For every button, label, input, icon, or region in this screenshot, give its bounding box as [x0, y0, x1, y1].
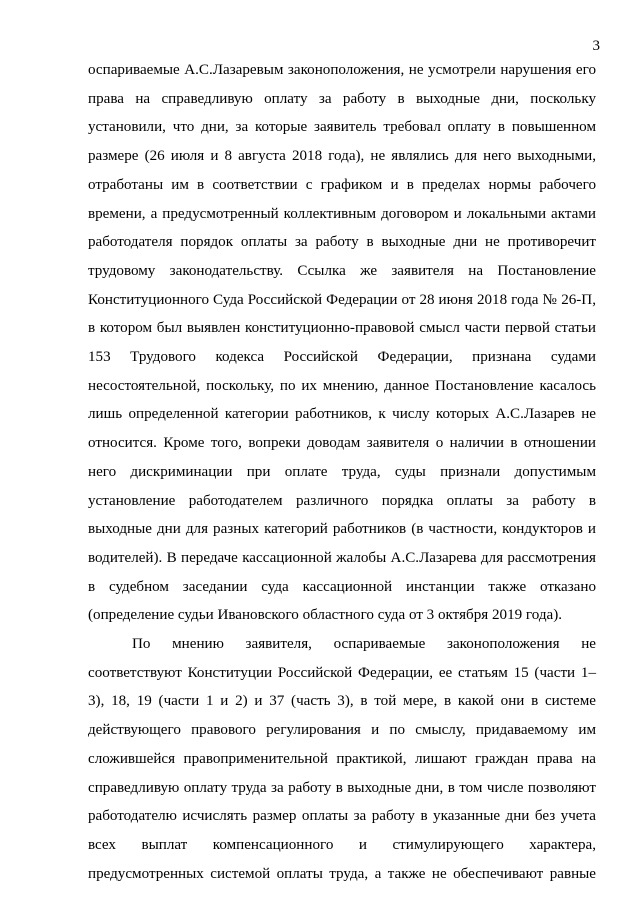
paragraph-2: По мнению заявителя, оспариваемые законоположения не соответствуют Конституции Российской Федерации, ее статьям 15 (части 1–3), 18, 19 (части 1 и 2) и 37 (часть 3), в той мере, в какой они в системе действующего правового регулирования и по смыслу, придаваемому им сложившейся правоприменительной практикой, лишают граждан права на справедливую оплату труда за работу в выходные дни, в том числе позволяют работодателю исчислять размер оплаты за работу в указанные дни без учета всех выплат компенсационного и стимулирующего характера, предусмотренных системой оплаты труда, а также не обеспечивают равные	[88, 636, 596, 882]
paragraph-1: оспариваемые А.С.Лазаревым законоположения, не усмотрели нарушения его права на справедливую оплату за работу в выходные дни, поскольку установили, что дни, за которые заявитель требовал оплату в повышенном размере (26 июля и 8 августа 2018 года), не являлись для него выходными, отработаны им в соответствии с графиком и в пределах нормы рабочего времени, а предусмотренный коллективным договором и локальными актами работодателя порядок оплаты за работу в выходные дни не противоречит трудовому законодательству. Ссылка же заявителя на Постановление Конституционного Суда Российской Федерации от 28 июня 2018 года № 26-П, в котором был выявлен конституционно-правовой смысл части первой статьи 153 Трудового кодекса Российской Федерации, признана судами несостоятельной, поскольку, по их мнению, данное Постановление касалось лишь определенной категории работников, к числу которых А.С.Лазарев не относится. Кроме того, вопреки доводам заявителя о наличии в отношении него дискриминации при оплате труда, суды признали допустимым установление работодателем различного порядка оплаты за работу в выходные дни для разных категорий работников (в частности, кондукторов и водителей). В передаче кассационной жалобы А.С.Лазарева для рассмотрения в судебном заседании суда кассационной инстанции также отказано (определение судьи Ивановского областного суда от 3 октября 2019 года).	[88, 62, 596, 624]
page-number: 3	[592, 38, 600, 54]
document-body	[88, 56, 596, 888]
